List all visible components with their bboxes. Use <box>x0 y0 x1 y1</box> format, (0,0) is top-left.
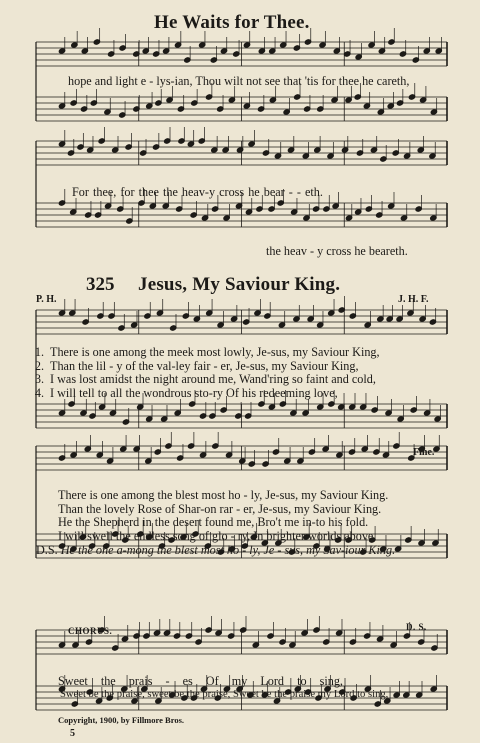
verse-line <box>30 373 380 387</box>
prev-lyric-line-3: the heav - y cross he beareth. <box>266 244 408 258</box>
verses-second-half <box>58 489 388 543</box>
ds-mark: D. S. <box>406 622 427 632</box>
copyright: Copyright, 1900, by Fillmore Bros. <box>58 715 185 725</box>
verse-line: He the Shepherd in the desert found me, Bro't me in-to his fold. <box>58 515 369 530</box>
verse-line <box>30 387 380 401</box>
hymn-number: 325 <box>86 274 115 295</box>
verse-line: There is one among the blest most ho - ly, Je-sus, my Saviour King. <box>58 488 389 502</box>
chorus-lyric-2: Sweet be the praise, sweet be the praise, Sweet be the praise my Lord to sing, <box>60 689 389 700</box>
verse-line: I will swell the endless song of glo - ry, In brighter worlds above. <box>58 528 377 543</box>
verse-line: Than the lovely Rose of Shar-on rar - er, Je-sus, my Saviour King. <box>58 501 382 516</box>
verse-number: 4. <box>34 385 44 400</box>
verse-text: There is one among the meek most lowly, Je-sus, my Saviour King, <box>50 345 380 359</box>
prev-lyric-line-2: For thee, for thee the heav-y cross he bear - - eth. <box>72 185 323 199</box>
prev-hymn-title: He Waits for Thee. <box>154 12 310 33</box>
verse-number: 1. <box>34 345 44 359</box>
verse-number: 3. <box>34 372 44 387</box>
fine-mark: Fine. <box>413 447 435 458</box>
chorus-label: CHORUS. <box>68 626 113 636</box>
author-words: P. H. <box>36 294 57 305</box>
ds-text: He the one a-mong the blest most ho - ly, Je - sus, my Sav-iour King. <box>60 543 396 557</box>
ds-line <box>36 544 395 558</box>
verse-line <box>30 346 380 360</box>
verse-text: I was lost amidst the night around me, Wand'ring so faint and cold, <box>50 372 376 387</box>
verse-text: I will tell to all the wondrous sto-ry Of his redeeming love, <box>50 385 338 400</box>
ds-label: D.S. <box>36 543 58 557</box>
page-number: 5 <box>70 728 75 739</box>
prev-lyric-line-1: hope and light e - lys-ian, Thou wilt not see that 'tis for thee he careth, <box>68 74 410 88</box>
verses-first-half <box>30 346 380 400</box>
author-music: J. H. F. <box>398 294 429 305</box>
verse-number: 2. <box>34 358 44 373</box>
hymn-title: Jesus, My Saviour King. <box>138 274 341 295</box>
verse-line <box>30 360 380 374</box>
chorus-lyric-1: Sweet the prais - es Of my Lord to sing, <box>58 674 343 688</box>
verse-text: Than the lil - y of the val-ley fair - er, Je-sus, my Saviour King, <box>50 358 359 373</box>
